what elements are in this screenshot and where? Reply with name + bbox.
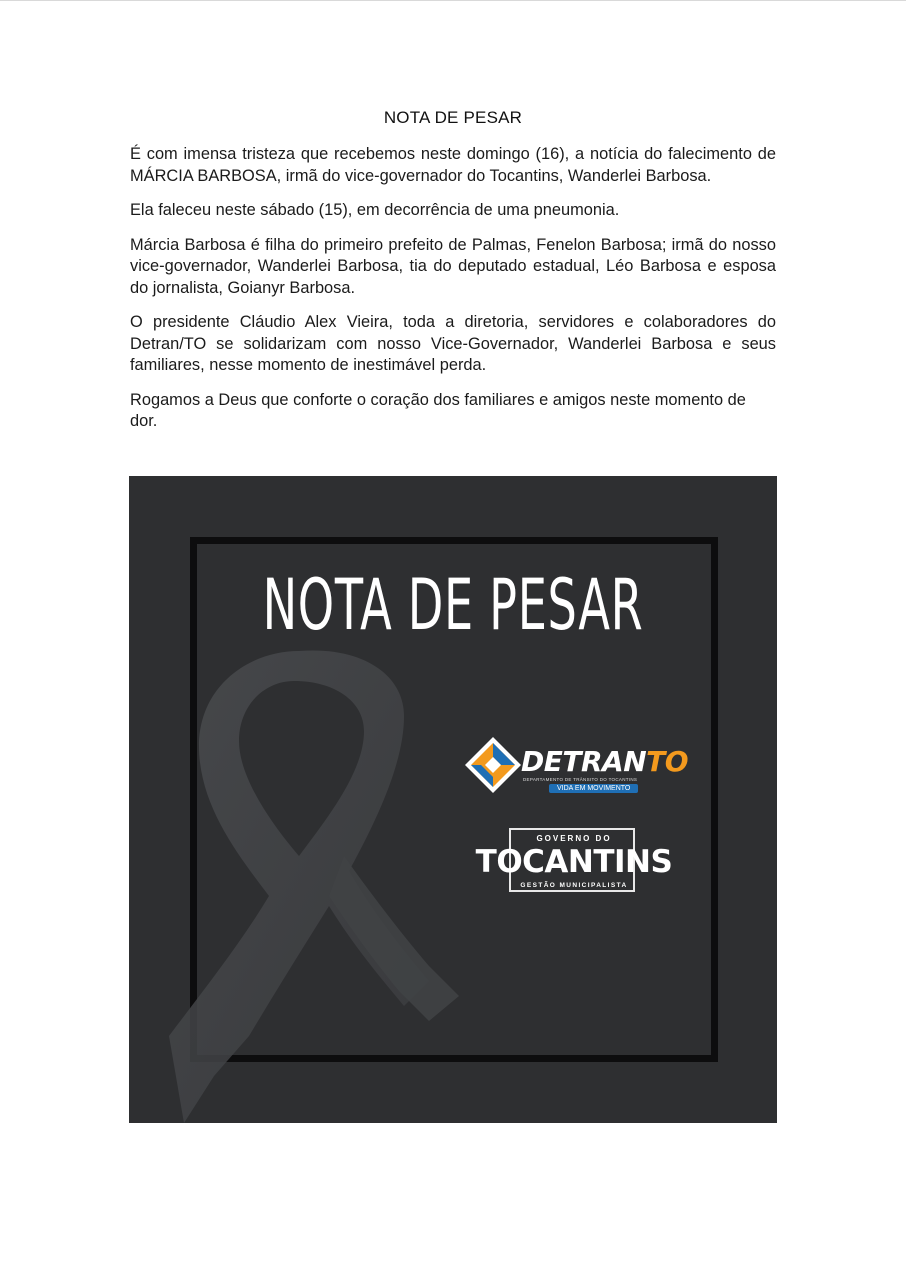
- detran-wordmark: [521, 745, 688, 778]
- gov-logo-bottom-text: GESTÃO MUNICIPALISTA: [520, 882, 628, 889]
- detran-logo: [459, 731, 689, 801]
- document-title: NOTA DE PESAR: [383, 108, 523, 127]
- gov-logo-top-line: [509, 828, 635, 830]
- gov-logo-top-text: GOVERNO DO: [536, 834, 612, 843]
- detran-diamond-icon: [463, 735, 523, 795]
- detran-wordmark-accent: TO: [646, 745, 689, 778]
- gov-logo-bottom-line: [509, 890, 635, 892]
- gov-logo-main-text: TOCANTINS: [475, 844, 673, 880]
- banner-title: NOTA DE PESAR: [262, 564, 644, 646]
- paragraph-1: É com imensa tristeza que recebemos neste domingo (16), a notícia do falecimento de MÁRCIA BARBOSA, irmã do vice-governador do Tocantins, Wanderlei Barbosa.: [130, 145, 776, 185]
- paragraph-5: Rogamos a Deus que conforte o coração dos familiares e amigos neste momento de dor.: [130, 390, 746, 430]
- governo-tocantins-logo: [474, 828, 674, 900]
- paragraph-3: Márcia Barbosa é filha do primeiro prefeito de Palmas, Fenelon Barbosa; irmã do nosso vice-governador, Wanderlei Barbosa, tia do deputado estadual, Léo Barbosa e esposa do jornalista, Goianyr Barbosa.: [130, 235, 776, 297]
- document-body: [130, 144, 776, 446]
- detran-subtitle: DEPARTAMENTO DE TRÂNSITO DO TOCANTINS: [523, 777, 638, 782]
- paragraph-4: O presidente Cláudio Alex Vieira, toda a diretoria, servidores e colaboradores do Detran/TO se solidarizam com nosso Vice-Governador, Wanderlei Barbosa e seus familiares, nesse momento de inestimável perda.: [130, 313, 776, 374]
- mourning-banner-image: [129, 476, 777, 1123]
- detran-tagline: VIDA EM MOVIMENTO: [549, 784, 638, 793]
- paragraph-2: Ela faleceu neste sábado (15), em decorrência de uma pneumonia.: [130, 201, 620, 219]
- page-top-border: [0, 0, 906, 1]
- detran-wordmark-main: DETRAN: [521, 745, 647, 778]
